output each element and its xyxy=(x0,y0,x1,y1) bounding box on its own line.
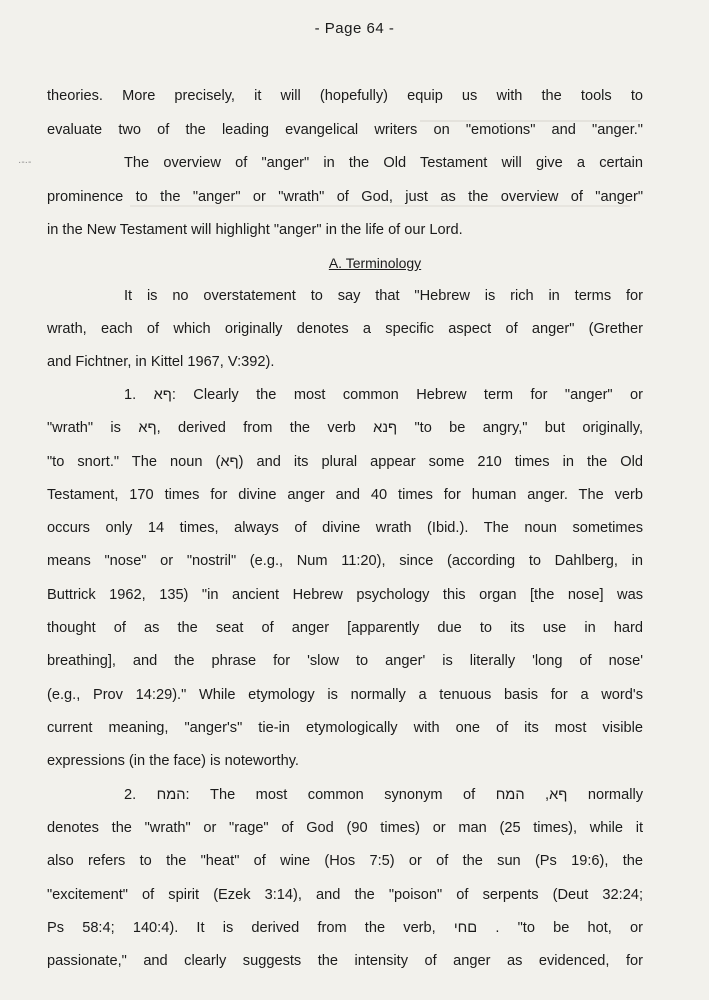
text-line: (e.g., Prov 14:29)." While etymology is normally a tenuous basis for a word's xyxy=(47,687,643,703)
text-line: denotes the "wrath" or "rage" of God (90 times) or man (25 times), while it xyxy=(47,820,643,836)
text-line: and Fichtner, in Kittel 1967, V:392). xyxy=(47,354,275,370)
page-header: - Page 64 - xyxy=(314,20,395,37)
text-line: It is no overstatement to say that "Hebrew is rich in terms for xyxy=(124,288,643,304)
text-line: "wrath" is ףא, derived from the verb ףנא "to be angry," but originally, xyxy=(47,420,643,436)
text-line: in the New Testament will highlight "anger" in the life of our Lord. xyxy=(47,222,463,238)
section-heading: A. Terminology xyxy=(328,255,422,271)
text-line: "to snort." The noun (ףא) and its plural appear some 210 times in the Old xyxy=(47,454,643,470)
text-line: 2. המח: The most common synonym of ףא, המח normally xyxy=(124,787,643,803)
text-line: breathing], and the phrase for 'slow to anger' is literally 'long of nose' xyxy=(47,653,643,669)
text-line: The overview of "anger" in the Old Testament will give a certain xyxy=(124,155,643,171)
text-line: means "nose" or "nostril" (e.g., Num 11:20), since (according to Dahlberg, in xyxy=(47,553,643,569)
text-line: current meaning, "anger's" tie-in etymologically with one of its most visible xyxy=(47,720,643,736)
text-line: "excitement" of spirit (Ezek 3:14), and the "poison" of serpents (Deut 32:24; xyxy=(47,887,643,903)
text-line: theories. More precisely, it will (hopefully) equip us with the tools to xyxy=(47,88,643,104)
text-line: 1. ףא: Clearly the most common Hebrew term for "anger" or xyxy=(124,387,643,403)
text-line: Buttrick 1962, 135) "in ancient Hebrew psychology this organ [the nose] was xyxy=(47,587,643,603)
text-line: expressions (in the face) is noteworthy. xyxy=(47,753,299,769)
margin-mark: ·-·- xyxy=(18,157,32,168)
text-line: Testament, 170 times for divine anger and 40 times for human anger. The verb xyxy=(47,487,643,503)
text-line: occurs only 14 times, always of divine wrath (Ibid.). The noun sometimes xyxy=(47,520,643,536)
text-line: passionate," and clearly suggests the intensity of anger as evidenced, for xyxy=(47,953,643,969)
text-line: also refers to the "heat" of wine (Hos 7:5) or of the sun (Ps 19:6), the xyxy=(47,853,643,869)
text-line: thought of as the seat of anger [apparently due to its use in hard xyxy=(47,620,643,636)
text-line: prominence to the "anger" or "wrath" of God, just as the overview of "anger" xyxy=(47,189,643,205)
text-line: Ps 58:4; 140:4). It is derived from the verb, םחי . "to be hot, or xyxy=(47,920,643,936)
text-line: evaluate two of the leading evangelical writers on "emotions" and "anger." xyxy=(47,122,643,138)
text-line: wrath, each of which originally denotes a specific aspect of anger" (Grether xyxy=(47,321,643,337)
